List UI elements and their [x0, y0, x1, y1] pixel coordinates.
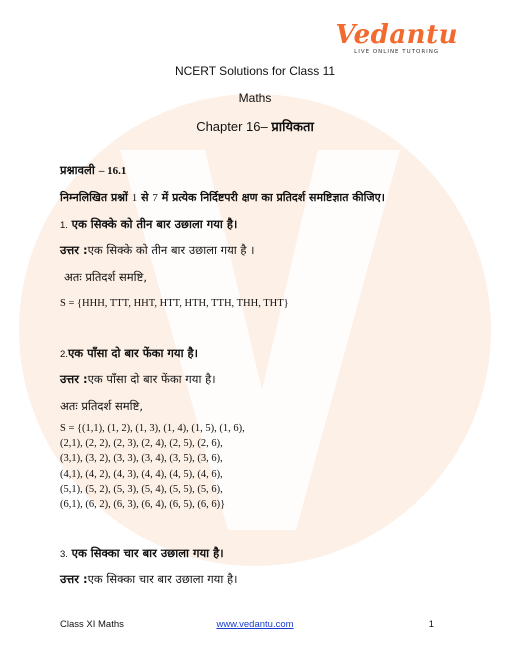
exercise-number: – 16.1 [98, 165, 127, 177]
q3-answer-label: उत्तर : [60, 572, 88, 586]
q1-question [60, 217, 237, 232]
q2-sample-space [60, 421, 245, 512]
instruction-range-b: 7 [152, 192, 158, 204]
q1-text: एक सिक्के को तीन बार उछाला गया है। [71, 217, 238, 231]
q3-question [60, 546, 224, 561]
instruction [60, 190, 385, 205]
footer-website-link[interactable]: www.vedantu.com [216, 619, 294, 630]
header-chapter [0, 117, 510, 135]
q1-number: 1. [60, 220, 68, 231]
instruction-middle: से [141, 191, 149, 204]
q3-number: 3. [60, 549, 68, 560]
q2-sample-line: (3,1), (3, 2), (3, 3), (3, 4), (3, 5), (3, 6), [60, 453, 223, 465]
q2-sample-line: (2,1), (2, 2), (2, 3), (2, 4), (2, 5), (2, 6), [60, 438, 223, 450]
q3-answer-text: एक सिक्का चार बार उछाला गया है। [87, 572, 238, 586]
q2-sample-line: (4,1), (4, 2), (4, 3), (4, 4), (4, 5), (4, 6), [60, 468, 223, 480]
q3-answer [60, 572, 237, 587]
header-title: NCERT Solutions for Class 11 [174, 64, 336, 78]
exercise-label: प्रश्नावली [60, 163, 95, 177]
page-number: 1 [428, 619, 434, 630]
q2-sample-line: (5,1), (5, 2), (5, 3), (5, 4), (5, 5), (5, 6), [60, 483, 223, 495]
instruction-before: निम्नलिखित प्रश्नों [60, 191, 128, 204]
q2-sample-space-text: अतः प्रतिदर्श समष्टि, [60, 399, 143, 413]
q2-answer [60, 372, 216, 387]
logo-brand: Vedantu [335, 20, 458, 50]
q1-answer [60, 243, 255, 258]
chapter-title: प्रायिकता [271, 119, 314, 134]
instruction-range-a: 1 [131, 192, 138, 204]
q2-question [60, 346, 198, 361]
q1-answer-label: उत्तर : [60, 243, 88, 257]
q1-sample-set: S = {HHH, TTT, HHT, HTT, HTH, TTH, THH, THT} [60, 298, 289, 309]
exercise-heading [60, 163, 126, 178]
q2-answer-text: एक पाँसा दो बार फेंका गया है। [87, 372, 216, 386]
q2-sample-line: (6,1), (6, 2), (6, 3), (6, 4), (6, 5), (6, 6)} [60, 499, 226, 511]
q1-answer-text: एक सिक्के को तीन बार उछाला गया है । [87, 243, 255, 257]
q1-sample-space [60, 296, 289, 311]
q1-sample-space-text: अतः प्रतिदर्श समष्टि, [64, 270, 147, 284]
header-subject: Maths [238, 91, 272, 105]
footer-class-label: Class XI Maths [60, 619, 124, 630]
logo-tagline: LIVE ONLINE TUTORING [354, 49, 440, 55]
vedantu-logo [335, 22, 458, 55]
chapter-prefix: Chapter 16– [196, 119, 268, 134]
q2-sample-line: S = {(1,1), (1, 2), (1, 3), (1, 4), (1, 5), (1, 6), [60, 423, 245, 434]
q2-number: 2. [60, 349, 68, 360]
q3-text: एक सिक्का चार बार उछाला गया है। [71, 546, 224, 560]
q2-answer-label: उत्तर : [60, 372, 88, 386]
q2-text: एक पाँसा दो बार फेंका गया है। [67, 346, 199, 360]
instruction-after: में प्रत्येक निर्दिष्टपरी क्षण का प्रतिदर्श समष्टिज्ञात कीजिए। [161, 191, 385, 204]
